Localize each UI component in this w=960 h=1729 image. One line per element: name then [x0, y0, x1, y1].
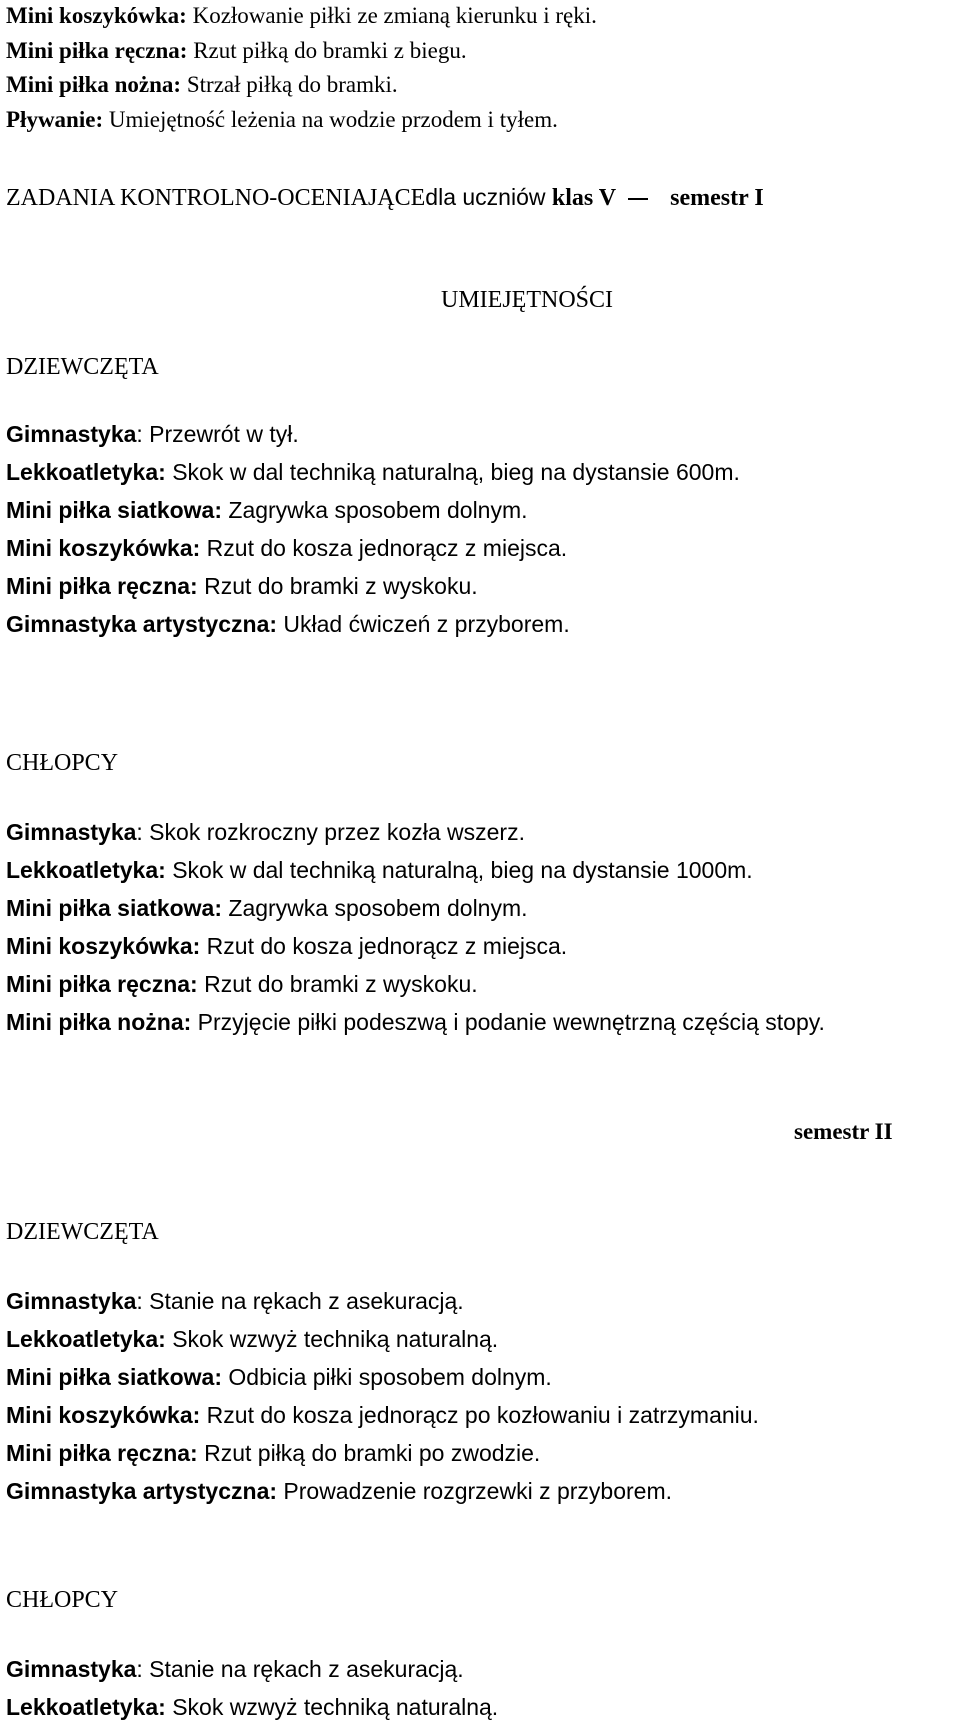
skill-text: : Stanie na rękach z asekuracją.	[136, 1656, 464, 1682]
skill-line	[6, 1400, 759, 1430]
skill-text: Rzut piłką do bramki po zwodzie.	[197, 1440, 541, 1466]
skill-line	[6, 1007, 825, 1037]
intro-text: Umiejętność leżenia na wodzie przodem i tyłem.	[103, 107, 558, 132]
document-heading	[6, 182, 764, 213]
skill-line	[6, 969, 478, 999]
section-title-boys: CHŁOPCY	[6, 750, 119, 776]
skill-label: Lekkoatletyka:	[6, 1326, 166, 1352]
intro-text: Rzut piłką do bramki z biegu.	[187, 38, 467, 63]
skill-line	[6, 1476, 672, 1506]
intro-text: Strzał piłką do bramki.	[181, 72, 398, 97]
skill-label: Mini piłka siatkowa:	[6, 497, 222, 523]
skill-line	[6, 457, 740, 487]
skill-label: Gimnastyka	[6, 421, 137, 447]
skill-text: : Skok rozkroczny przez kozła wszerz.	[136, 819, 525, 845]
section-title-girls: DZIEWCZĘTA	[6, 1219, 159, 1245]
intro-line	[6, 36, 467, 66]
skill-text: Skok wzwyż techniką naturalną.	[165, 1694, 499, 1720]
skill-text: Rzut do kosza jednorącz z miejsca.	[200, 535, 568, 561]
skill-label: Mini piłka nożna:	[6, 1009, 192, 1035]
intro-label: Mini piłka ręczna:	[6, 38, 188, 63]
skill-label: Lekkoatletyka:	[6, 1694, 166, 1720]
skill-line	[6, 855, 753, 885]
intro-label: Mini piłka nożna:	[6, 72, 182, 97]
skill-label: Mini koszykówka:	[6, 933, 201, 959]
skill-label: Lekkoatletyka:	[6, 857, 166, 883]
skill-label: Mini piłka ręczna:	[6, 573, 198, 599]
heading-prefix: ZADANIA KONTROLNO-OCENIAJĄCE	[6, 185, 426, 211]
skill-text: Rzut do kosza jednorącz z miejsca.	[200, 933, 568, 959]
skill-line	[6, 495, 528, 525]
skill-label: Gimnastyka artystyczna:	[6, 611, 278, 637]
intro-text: Kozłowanie piłki ze zmianą kierunku i ręki.	[186, 3, 597, 28]
skill-label: Mini koszykówka:	[6, 535, 201, 561]
heading-semester: semestr I	[670, 185, 764, 211]
semester-2-title: semestr II	[794, 1119, 893, 1144]
skill-label: Gimnastyka artystyczna:	[6, 1478, 278, 1504]
heading-klas: klas V	[551, 185, 617, 211]
heading-middle: dla uczniów	[425, 184, 552, 210]
skill-text: Skok w dal techniką naturalną, bieg na dystansie 1000m.	[165, 857, 753, 883]
section-title-boys: CHŁOPCY	[6, 1587, 119, 1613]
skill-text: Rzut do bramki z wyskoku.	[197, 573, 478, 599]
section-title-girls: DZIEWCZĘTA	[6, 354, 159, 380]
intro-label: Mini koszykówka:	[6, 3, 187, 28]
intro-label: Pływanie:	[6, 107, 104, 132]
skill-line	[6, 571, 478, 601]
skill-text: Odbicia piłki sposobem dolnym.	[222, 1364, 552, 1390]
skill-line	[6, 817, 525, 847]
skill-text: Układ ćwiczeń z przyborem.	[277, 611, 570, 637]
heading-dash	[628, 198, 648, 200]
skill-text: : Stanie na rękach z asekuracją.	[136, 1288, 464, 1314]
skill-label: Mini piłka ręczna:	[6, 1440, 198, 1466]
skill-text: Rzut do kosza jednorącz po kozłowaniu i zatrzymaniu.	[200, 1402, 759, 1428]
skill-line	[6, 1286, 464, 1316]
skill-line	[6, 609, 570, 639]
skill-line	[6, 931, 567, 961]
skill-text: Przyjęcie piłki podeszwą i podanie wewnętrzną częścią stopy.	[191, 1009, 825, 1035]
skill-label: Mini piłka ręczna:	[6, 971, 198, 997]
skill-line	[6, 1654, 464, 1684]
skill-line	[6, 419, 299, 449]
skill-text: Zagrywka sposobem dolnym.	[222, 497, 528, 523]
skill-line	[6, 1324, 498, 1354]
skill-label: Mini koszykówka:	[6, 1402, 201, 1428]
skill-line	[6, 1438, 540, 1468]
skill-label: Mini piłka siatkowa:	[6, 1364, 222, 1390]
skill-text: : Przewrót w tył.	[136, 421, 299, 447]
skill-label: Gimnastyka	[6, 1656, 137, 1682]
skill-line	[6, 533, 567, 563]
skill-text: Zagrywka sposobem dolnym.	[222, 895, 528, 921]
intro-line	[6, 105, 558, 135]
skill-line	[6, 1362, 552, 1392]
skill-label: Gimnastyka	[6, 1288, 137, 1314]
skill-line	[6, 893, 528, 923]
skill-text: Prowadzenie rozgrzewki z przyborem.	[277, 1478, 672, 1504]
skill-label: Mini piłka siatkowa:	[6, 895, 222, 921]
skill-line	[6, 1692, 498, 1722]
intro-line	[6, 70, 398, 100]
skill-label: Lekkoatletyka:	[6, 459, 166, 485]
skill-text: Rzut do bramki z wyskoku.	[197, 971, 478, 997]
skills-title: UMIEJĘTNOŚCI	[441, 287, 613, 313]
skill-text: Skok wzwyż techniką naturalną.	[165, 1326, 499, 1352]
skill-text: Skok w dal techniką naturalną, bieg na dystansie 600m.	[165, 459, 740, 485]
intro-line	[6, 1, 597, 31]
skill-label: Gimnastyka	[6, 819, 137, 845]
